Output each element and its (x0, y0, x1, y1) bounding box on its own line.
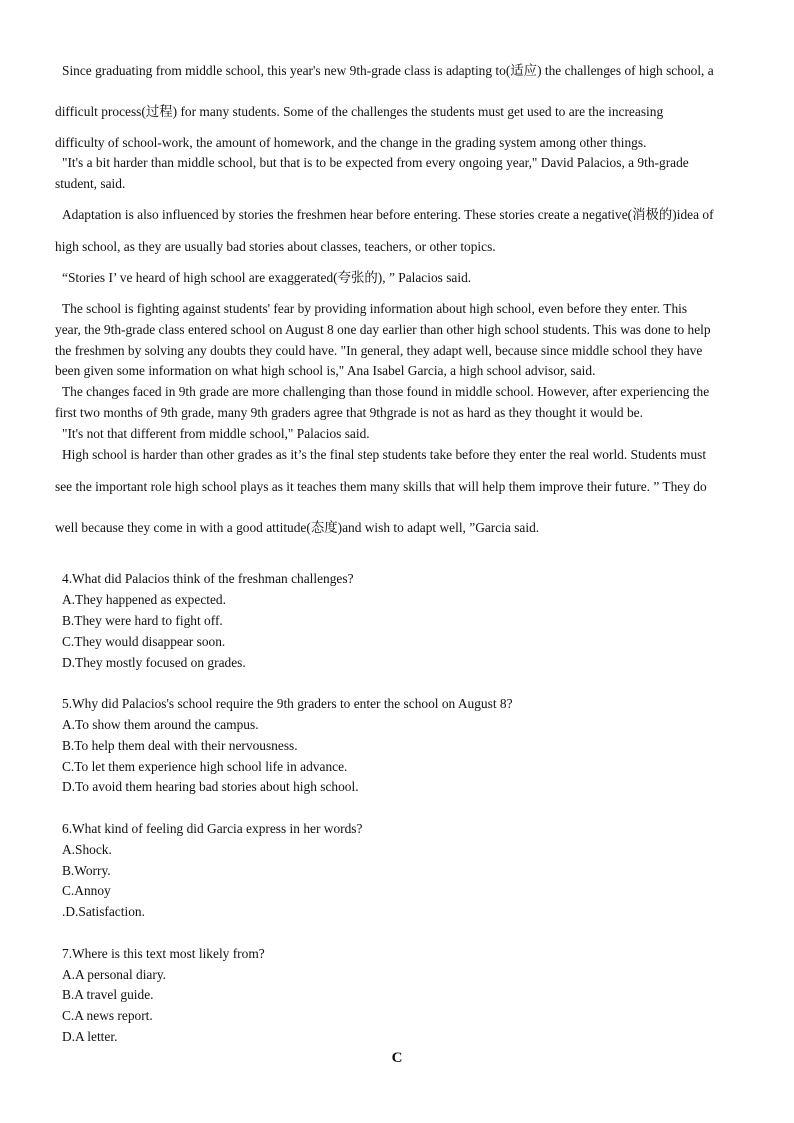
answer-option[interactable]: B.To help them deal with their nervousness. (62, 738, 298, 753)
passage-line: “Stories I’ ve heard of high school are exaggerated(夸张的), ” Palacios said. (62, 270, 472, 285)
passage-line: High school is harder than other grades as it’s the final step students take before they enter the real world. Students must (62, 447, 707, 462)
passage-line: first two months of 9th grade, many 9th graders agree that 9thgrade is not as hard as they thought it would be. (55, 405, 643, 420)
passage-line: high school, as they are usually bad stories about classes, teachers, or other topics. (55, 239, 496, 254)
passage-line: difficult process(过程) for many students. Some of the challenges the students must get used to are the increasing (55, 104, 664, 119)
answer-option[interactable]: .D.Satisfaction. (62, 904, 145, 919)
passage-line: student, said. (55, 176, 126, 191)
answer-option[interactable]: B.They were hard to fight off. (62, 613, 223, 628)
answer-option[interactable]: B.A travel guide. (62, 987, 154, 1002)
passage-line: Adaptation is also influenced by stories the freshmen hear before entering. These stories create a negative(消极的)idea of (62, 207, 714, 222)
answer-option[interactable]: A.To show them around the campus. (62, 717, 259, 732)
passage-line: "It's not that different from middle school," Palacios said. (62, 426, 370, 441)
passage-line: well because they come in with a good attitude(态度)and wish to adapt well, ”Garcia said. (55, 520, 540, 535)
question-stem: 7.Where is this text most likely from? (62, 946, 265, 961)
passage-line: The school is fighting against students' fear by providing information about high school, even before they enter. This (62, 301, 688, 316)
answer-option[interactable]: B.Worry. (62, 863, 111, 878)
passage-line: Since graduating from middle school, this year's new 9th-grade class is adapting to(适应) the challenges of high school, a (62, 63, 714, 78)
passage-line: "It's a bit harder than middle school, but that is to be expected from every ongoing year," David Palacios, a 9th-grade (62, 155, 689, 170)
passage-line: the freshmen by solving any doubts they could have. "In general, they adapt well, because since middle school they have (55, 343, 703, 358)
answer-option[interactable]: C.To let them experience high school life in advance. (62, 759, 348, 774)
answer-option[interactable]: C.A news report. (62, 1008, 153, 1023)
passage-line: see the important role high school plays as it teaches them many skills that will help them improve their future. ” They do (55, 479, 707, 494)
answer-option[interactable]: A.Shock. (62, 842, 112, 857)
section-letter: C (391, 1050, 403, 1066)
answer-option[interactable]: C.They would disappear soon. (62, 634, 226, 649)
answer-option[interactable]: A.They happened as expected. (62, 592, 226, 607)
answer-option[interactable]: D.They mostly focused on grades. (62, 655, 246, 670)
passage-line: been given some information on what high school is," Ana Isabel Garcia, a high school advisor, said. (55, 363, 596, 378)
passage-line: difficulty of school-work, the amount of homework, and the change in the grading system among other things. (55, 135, 647, 150)
question-stem: 4.What did Palacios think of the freshman challenges? (62, 571, 354, 586)
passage-line: year, the 9th-grade class entered school on August 8 one day earlier than other high school students. This was done to help (55, 322, 711, 337)
answer-option[interactable]: C.Annoy (62, 883, 111, 898)
question-stem: 6.What kind of feeling did Garcia express in her words? (62, 821, 363, 836)
answer-option[interactable]: A.A personal diary. (62, 967, 166, 982)
answer-option[interactable]: D.To avoid them hearing bad stories about high school. (62, 779, 359, 794)
question-stem: 5.Why did Palacios's school require the 9th graders to enter the school on August 8? (62, 696, 513, 711)
passage-line: The changes faced in 9th grade are more challenging than those found in middle school. However, after experiencing the (62, 384, 710, 399)
answer-option[interactable]: D.A letter. (62, 1029, 118, 1044)
